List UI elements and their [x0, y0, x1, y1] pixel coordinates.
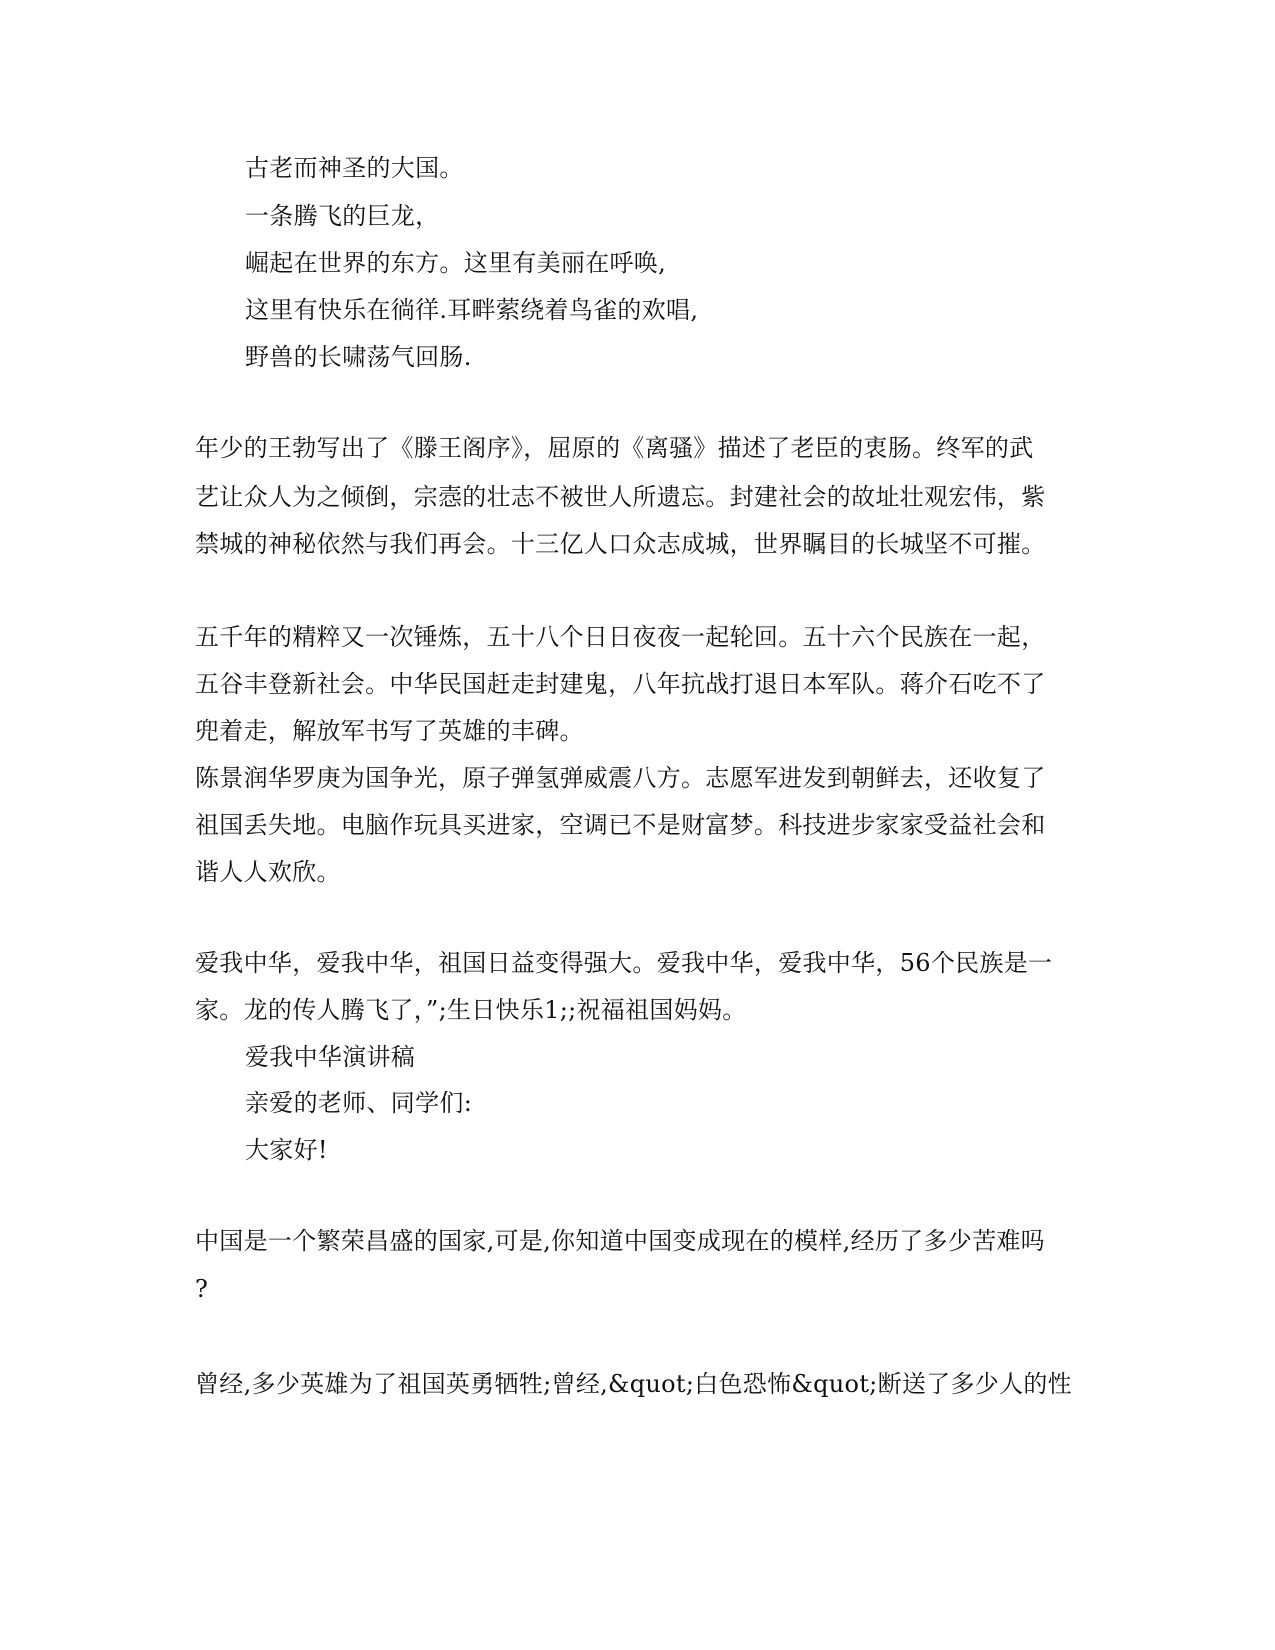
paragraph-line: 五谷丰登新社会。中华民国赶走封建鬼，八年抗战打退日本军队。蒋介石吃不了 [195, 670, 1046, 698]
paragraph-line: 祖国丢失地。电脑作玩具买进家，空调已不是财富梦。科技进步家家受益社会和 [195, 811, 1046, 839]
paragraph-line: 艺让众人为之倾倒，宗悫的壮志不被世人所遗忘。封建社会的故址壮观宏伟，紫 [195, 483, 1046, 511]
paragraph-line: 爱我中华，爱我中华，祖国日益变得强大。爱我中华，爱我中华，56个民族是一 [195, 949, 1053, 977]
paragraph-line: 中国是一个繁荣昌盛的国家,可是,你知道中国变成现在的模样,经历了多少苦难吗 [195, 1227, 1045, 1255]
paragraph-line: 谐人人欢欣。 [195, 858, 341, 886]
paragraph-line: 年少的王勃写出了《滕王阁序》，屈原的《离骚》描述了老臣的衷肠。终军的武 [195, 434, 1034, 462]
paragraph-line: 曾经,多少英雄为了祖国英勇牺牲;曾经,&quot;白色恐怖&quot;断送了多少人的性 [195, 1370, 1072, 1398]
poem-line: 崛起在世界的东方。这里有美丽在呼唤, [245, 249, 667, 277]
paragraph-line: 家。龙的传人腾飞了，”;生日快乐1;;祝福祖国妈妈。 [195, 996, 747, 1024]
poem-line: 古老而神圣的大国。 [245, 154, 464, 182]
poem-line: 这里有快乐在徜徉.耳畔萦绕着鸟雀的欢唱, [245, 296, 699, 324]
paragraph-line: 五千年的精粹又一次锤炼，五十八个日日夜夜一起轮回。五十六个民族在一起， [195, 623, 1046, 651]
speech-salutation: 亲爱的老师、同学们: [245, 1089, 473, 1117]
paragraph-line: ? [195, 1275, 209, 1303]
poem-line: 野兽的长啸荡气回肠. [245, 343, 472, 371]
paragraph-line: 禁城的神秘依然与我们再会。十三亿人口众志成城，世界瞩目的长城坚不可摧。 [195, 530, 1046, 558]
speech-greeting: 大家好! [245, 1136, 328, 1164]
speech-title: 爱我中华演讲稿 [245, 1043, 416, 1071]
poem-line: 一条腾飞的巨龙， [245, 202, 440, 230]
paragraph-line: 陈景润华罗庚为国争光，原子弹氢弹威震八方。志愿军进发到朝鲜去，还收复了 [195, 764, 1046, 792]
paragraph-line: 兜着走，解放军书写了英雄的丰碑。 [195, 717, 584, 745]
